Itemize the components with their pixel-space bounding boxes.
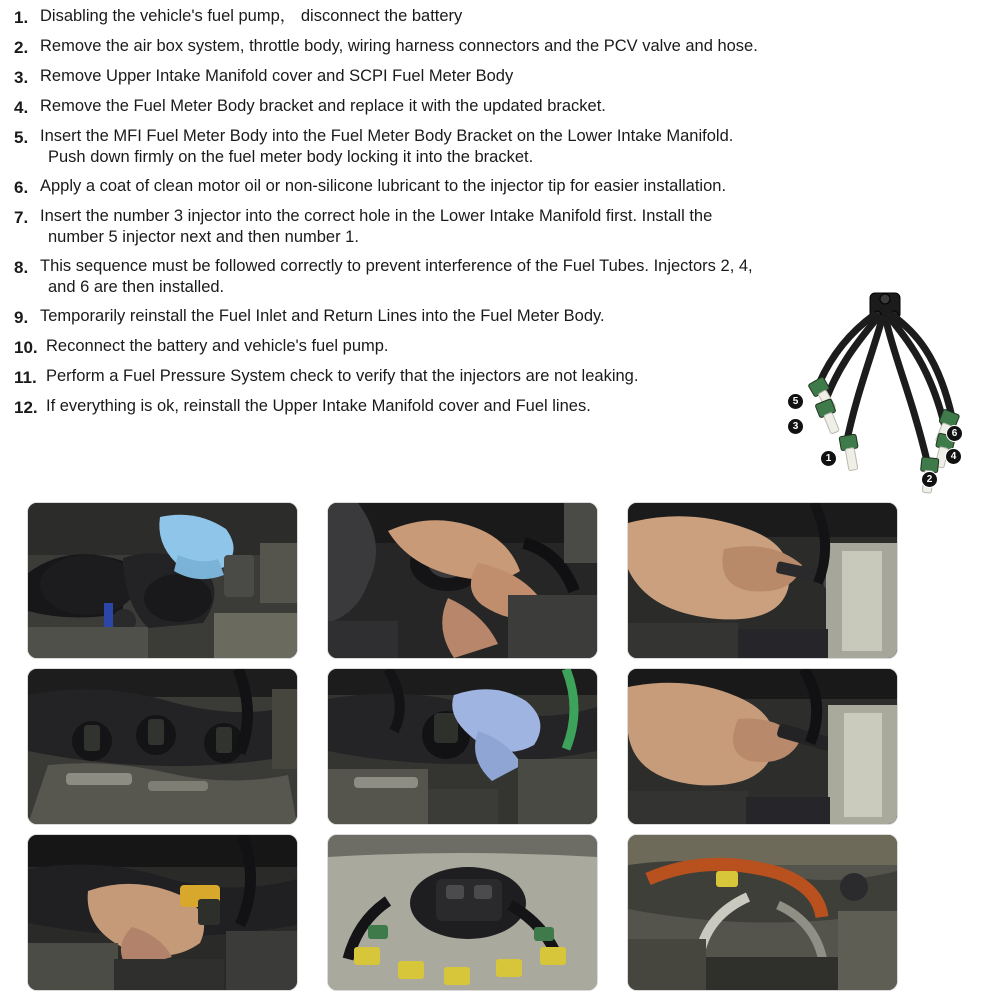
photo-fuel-meter-body-install bbox=[28, 835, 297, 990]
callout-badge: 1 bbox=[820, 450, 837, 467]
list-item bbox=[14, 6, 986, 28]
step-text-line2: and 6 are then installed. bbox=[48, 278, 225, 296]
step-text-line1: Apply a coat of clean motor oil or non-silicone lubricant to the injector tip for easier installation. bbox=[40, 177, 727, 195]
step-text bbox=[40, 36, 986, 57]
photo-tighten-bolt bbox=[628, 669, 897, 824]
step-text-line1: Remove the air box system, throttle body, wiring harness connectors and the PCV valve and hose. bbox=[40, 37, 758, 55]
step-number: 1. bbox=[14, 8, 29, 27]
injector-assembly-icon bbox=[782, 285, 992, 500]
step-text-line1: Reconnect the battery and vehicle's fuel pump. bbox=[46, 337, 389, 355]
step-number: 8. bbox=[14, 258, 29, 277]
step-number: 6. bbox=[14, 178, 29, 197]
engine-bay-photo bbox=[628, 669, 897, 824]
list-item bbox=[14, 96, 986, 118]
photo-remove-air-box bbox=[28, 503, 297, 658]
step-text bbox=[40, 6, 986, 27]
step-text-line1: Disabling the vehicle's fuel pump， disconnect the battery bbox=[40, 7, 463, 25]
step-number: 11. bbox=[14, 368, 37, 387]
fuel-meter-body-diagram bbox=[782, 285, 992, 500]
step-number: 7. bbox=[14, 208, 29, 227]
engine-bay-photo bbox=[28, 835, 297, 990]
list-item bbox=[14, 126, 986, 168]
injector-closeup-photo bbox=[328, 835, 597, 990]
photo-install-injector bbox=[328, 669, 597, 824]
list-item bbox=[14, 36, 986, 58]
step-number: 9. bbox=[14, 308, 29, 327]
list-item bbox=[14, 176, 986, 198]
step-text-line2: Push down firmly on the fuel meter body locking it into the bracket. bbox=[48, 148, 534, 166]
step-text-line2: number 5 injector next and then number 1. bbox=[48, 228, 359, 246]
callout-badge: 4 bbox=[945, 448, 962, 465]
photo-wrench-on-manifold bbox=[628, 503, 897, 658]
step-text bbox=[40, 96, 986, 117]
step-text-line1: Temporarily reinstall the Fuel Inlet and Return Lines into the Fuel Meter Body. bbox=[40, 307, 605, 325]
list-item bbox=[14, 206, 986, 248]
callout-badge: 2 bbox=[921, 471, 938, 488]
callout-badge: 5 bbox=[787, 393, 804, 410]
photo-throttle-body-removal bbox=[328, 503, 597, 658]
step-text bbox=[40, 66, 986, 87]
step-text-line1: Remove the Fuel Meter Body bracket and replace it with the updated bracket. bbox=[40, 97, 606, 115]
photo-injector-bracket-closeup bbox=[328, 835, 597, 990]
step-text-line1: Insert the MFI Fuel Meter Body into the Fuel Meter Body Bracket on the Lower Intake Manifold. bbox=[40, 127, 734, 145]
step-text bbox=[40, 206, 986, 248]
step-number: 5. bbox=[14, 128, 29, 147]
step-number: 12. bbox=[14, 398, 38, 417]
step-text-line1: This sequence must be followed correctly to prevent interference of the Fuel Tubes. Injectors 2, 4, bbox=[40, 257, 753, 275]
step-number: 2. bbox=[14, 38, 29, 57]
step-text-line1: If everything is ok, reinstall the Upper Intake Manifold cover and Fuel lines. bbox=[46, 397, 591, 415]
callout-badge: 3 bbox=[787, 418, 804, 435]
step-number: 3. bbox=[14, 68, 29, 87]
engine-bay-photo bbox=[328, 669, 597, 824]
engine-bay-photo bbox=[28, 503, 297, 658]
engine-bay-photo bbox=[628, 503, 897, 658]
engine-bay-photo bbox=[628, 835, 897, 990]
step-number: 4. bbox=[14, 98, 29, 117]
step-text-line1: Insert the number 3 injector into the correct hole in the Lower Intake Manifold first. Install the bbox=[40, 207, 713, 225]
engine-bay-photo bbox=[328, 503, 597, 658]
photo-grid bbox=[28, 503, 973, 990]
step-text bbox=[40, 176, 986, 197]
engine-bay-photo bbox=[28, 669, 297, 824]
photo-fuel-lines-reinstall bbox=[628, 835, 897, 990]
step-text bbox=[40, 126, 986, 168]
list-item bbox=[14, 66, 986, 88]
photo-lower-intake-manifold bbox=[28, 669, 297, 824]
step-number: 10. bbox=[14, 338, 38, 357]
callout-badge: 6 bbox=[946, 425, 963, 442]
step-text-line1: Remove Upper Intake Manifold cover and SCPI Fuel Meter Body bbox=[40, 67, 514, 85]
step-text-line1: Perform a Fuel Pressure System check to verify that the injectors are not leaking. bbox=[46, 367, 639, 385]
